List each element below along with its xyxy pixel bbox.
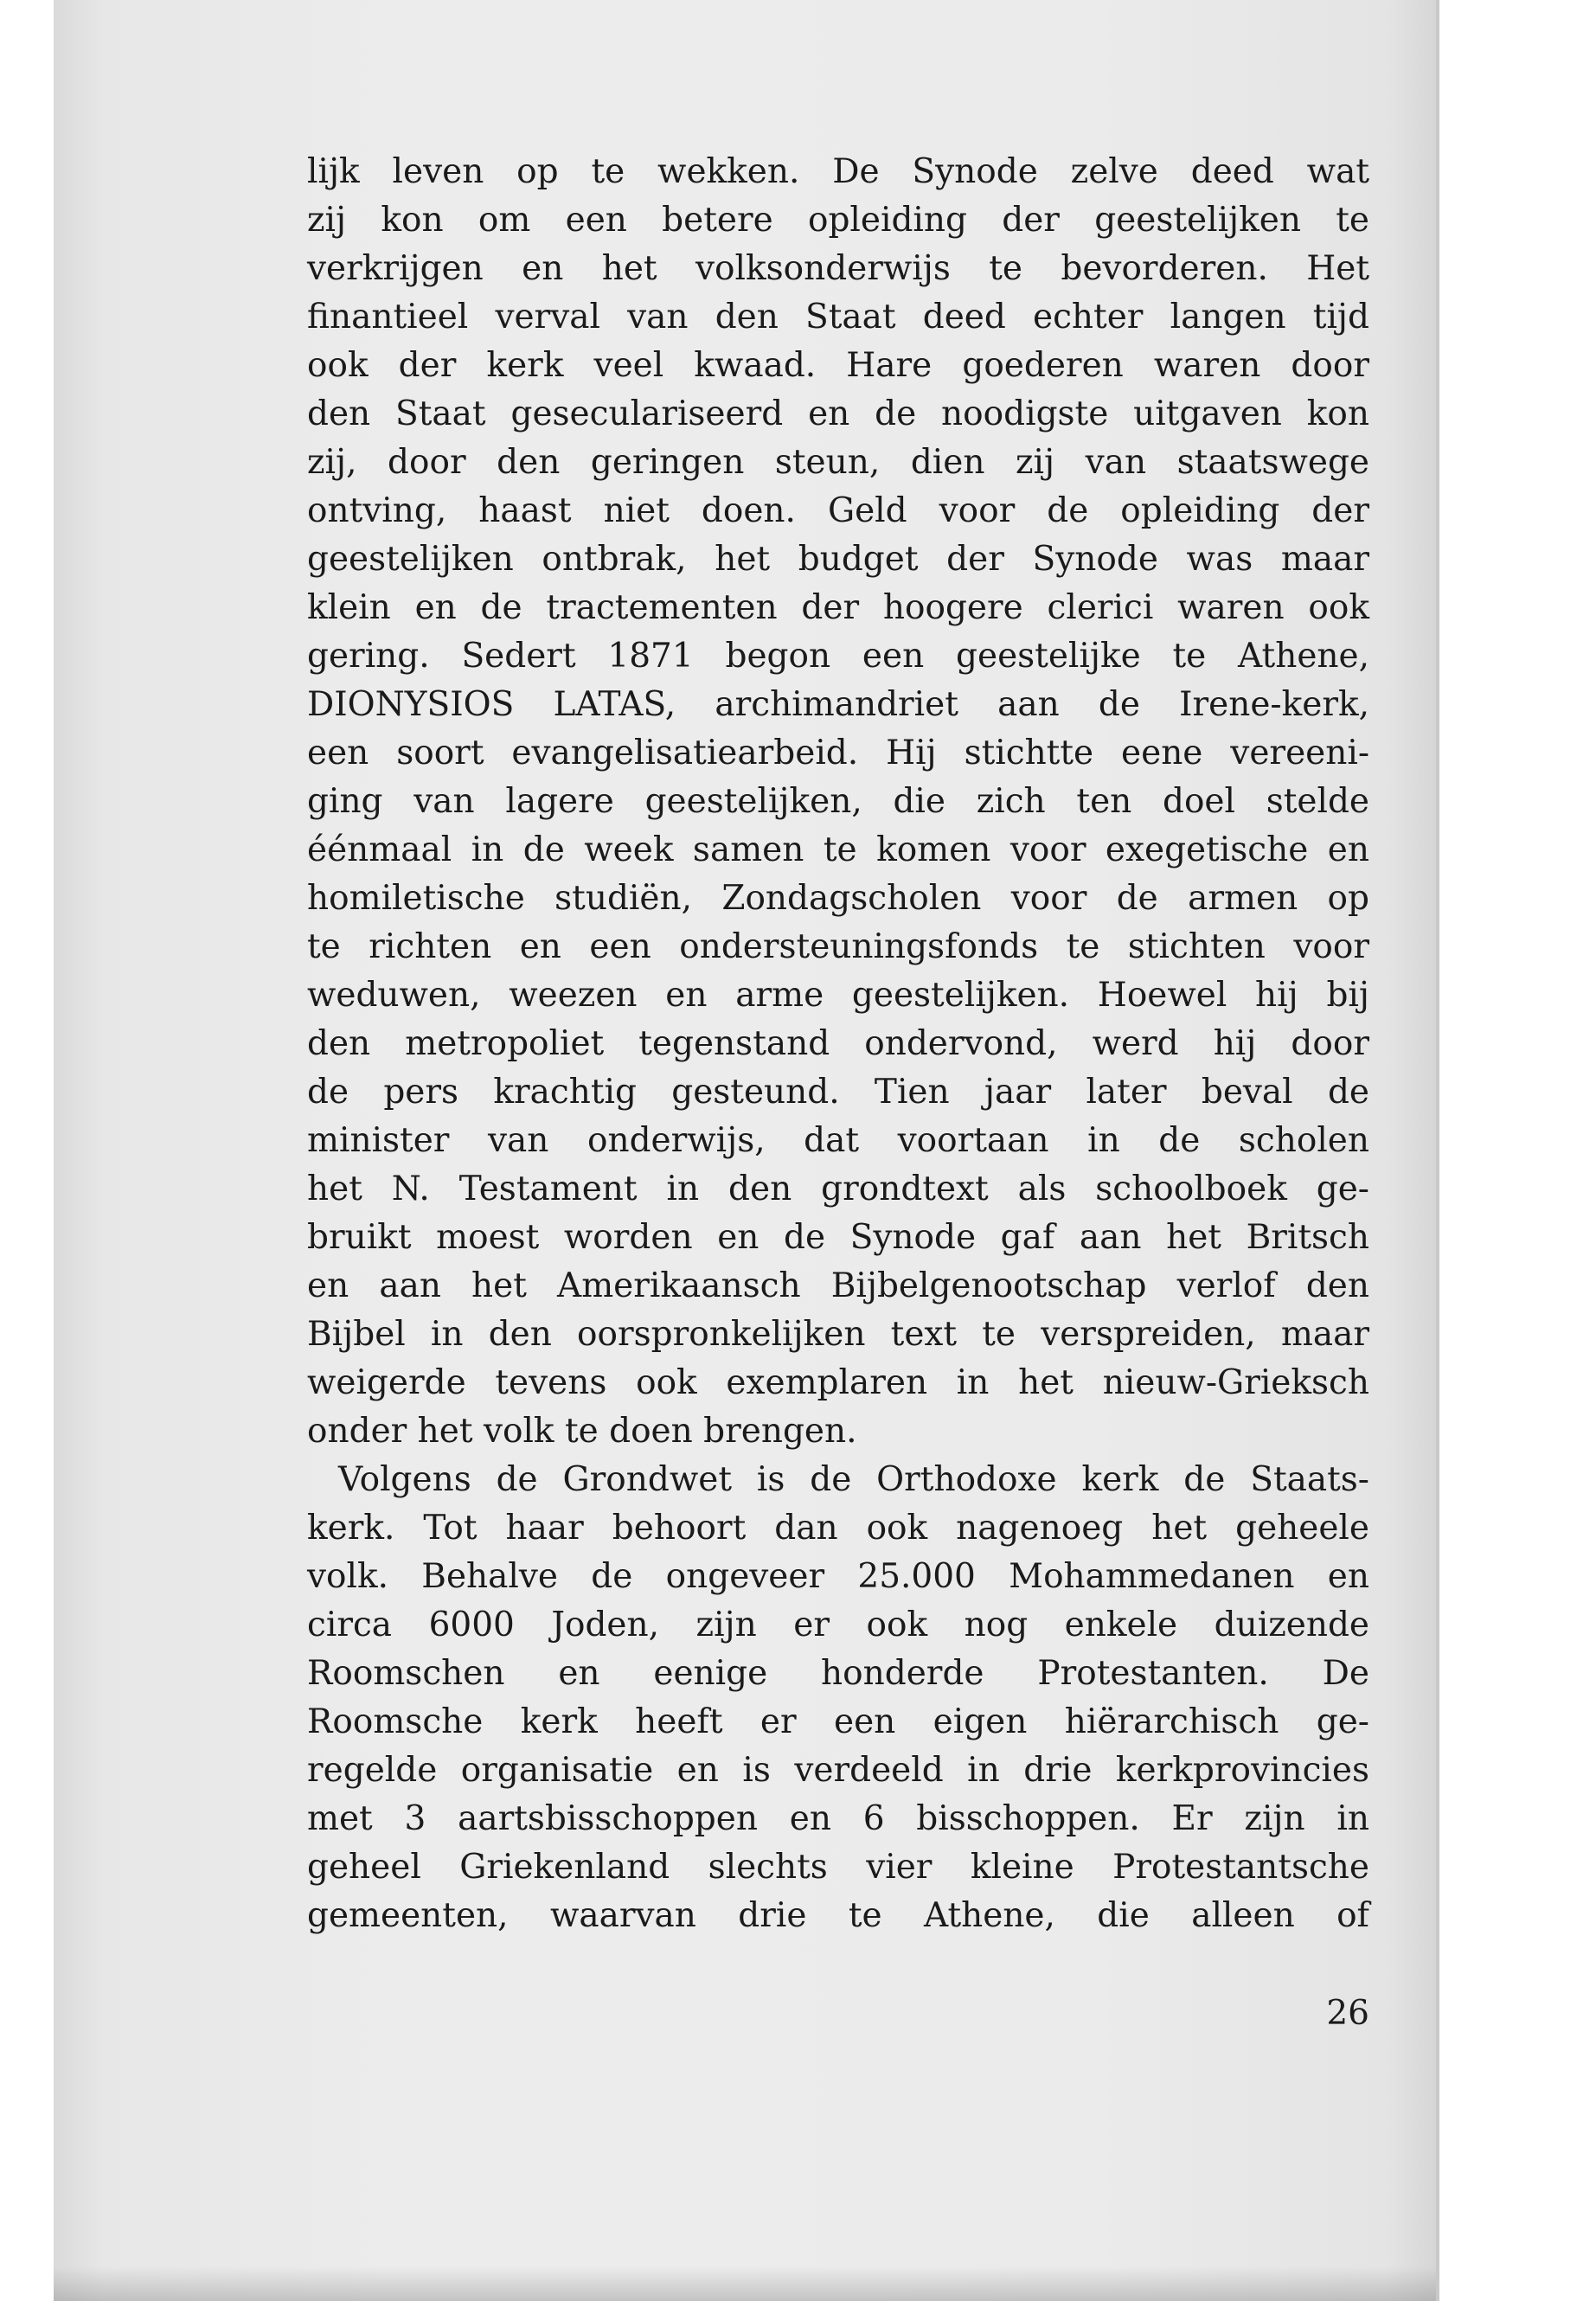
text-line: Bijbel in den oorspronkelijken text te verspreiden, maar: [307, 1315, 1369, 1354]
text-line: homiletische studiën, Zondagscholen voor de armen op: [307, 879, 1369, 918]
text-line: geestelijken ontbrak, het budget der Synode was maar: [307, 540, 1369, 579]
text-line: lijk leven op te wekken. De Synode zelve deed wat: [307, 152, 1369, 191]
text-line: en aan het Amerikaansch Bijbelgenootschap verlof den: [307, 1266, 1369, 1305]
text-line: ging van lagere geestelijken, die zich ten doel stelde: [307, 782, 1369, 821]
text-line: onder het volk te doen brengen.: [307, 1412, 857, 1451]
text-line: den metropoliet tegenstand ondervond, werd hij door: [307, 1024, 1369, 1063]
text-line: het N. Testament in den grondtext als schoolboek ge-: [307, 1170, 1369, 1208]
text-line: finantieel verval van den Staat deed echter langen tijd: [307, 298, 1369, 336]
bottom-shadow: [54, 2266, 1436, 2301]
text-line: volk. Behalve de ongeveer 25.000 Mohammedanen en: [307, 1557, 1369, 1596]
text-line: weigerde tevens ook exemplaren in het nieuw-Grieksch: [307, 1363, 1369, 1402]
text-line: zij kon om een betere opleiding der geestelijken te: [307, 201, 1369, 240]
text-line: Roomsche kerk heeft er een eigen hiërarchisch ge-: [307, 1702, 1369, 1741]
text-line: bruikt moest worden en de Synode gaf aan het Britsch: [307, 1218, 1369, 1257]
text-line: te richten en een ondersteuningsfonds te stichten voor: [307, 927, 1369, 966]
page-number: 26: [1326, 1994, 1369, 2033]
text-line: Volgens de Grondwet is de Orthodoxe kerk de Staats-: [338, 1460, 1369, 1499]
text-line: geheel Griekenland slechts vier kleine Protestantsche: [307, 1848, 1369, 1887]
text-line: ook der kerk veel kwaad. Hare goederen waren door: [307, 346, 1369, 385]
text-line: DIONYSIOS LATAS, archimandriet aan de Irene-kerk,: [307, 685, 1369, 724]
paper-edge: [1436, 0, 1439, 2301]
text-line: den Staat geseculariseerd en de noodigste uitgaven kon: [307, 394, 1369, 433]
text-line: minister van onderwijs, dat voortaan in de scholen: [307, 1121, 1369, 1160]
text-line: verkrijgen en het volksonderwijs te bevorderen. Het: [307, 249, 1369, 288]
text-line: kerk. Tot haar behoort dan ook nagenoeg het geheele: [307, 1509, 1369, 1548]
text-line: ontving, haast niet doen. Geld voor de opleiding der: [307, 491, 1369, 530]
text-line: regelde organisatie en is verdeeld in drie kerkprovincies: [307, 1751, 1369, 1790]
text-line: weduwen, weezen en arme geestelijken. Hoewel hij bij: [307, 976, 1369, 1015]
text-line: circa 6000 Joden, zijn er ook nog enkele duizende: [307, 1606, 1369, 1644]
text-line: gemeenten, waarvan drie te Athene, die alleen of: [307, 1896, 1369, 1935]
text-line: een soort evangelisatiearbeid. Hij stichtte eene vereeni-: [307, 734, 1369, 772]
text-line: met 3 aartsbisschoppen en 6 bisschoppen. Er zijn in: [307, 1799, 1369, 1838]
text-line: éénmaal in de week samen te komen voor exegetische en: [307, 830, 1369, 869]
body-text: [307, 148, 1369, 1940]
text-line: Roomschen en eenige honderde Protestanten. De: [307, 1654, 1369, 1693]
text-line: de pers krachtig gesteund. Tien jaar later beval de: [307, 1073, 1369, 1112]
text-line: zij, door den geringen steun, dien zij van staatswege: [307, 443, 1369, 482]
text-line: gering. Sedert 1871 begon een geestelijke te Athene,: [307, 637, 1369, 676]
text-line: klein en de tractementen der hoogere clerici waren ook: [307, 588, 1369, 627]
